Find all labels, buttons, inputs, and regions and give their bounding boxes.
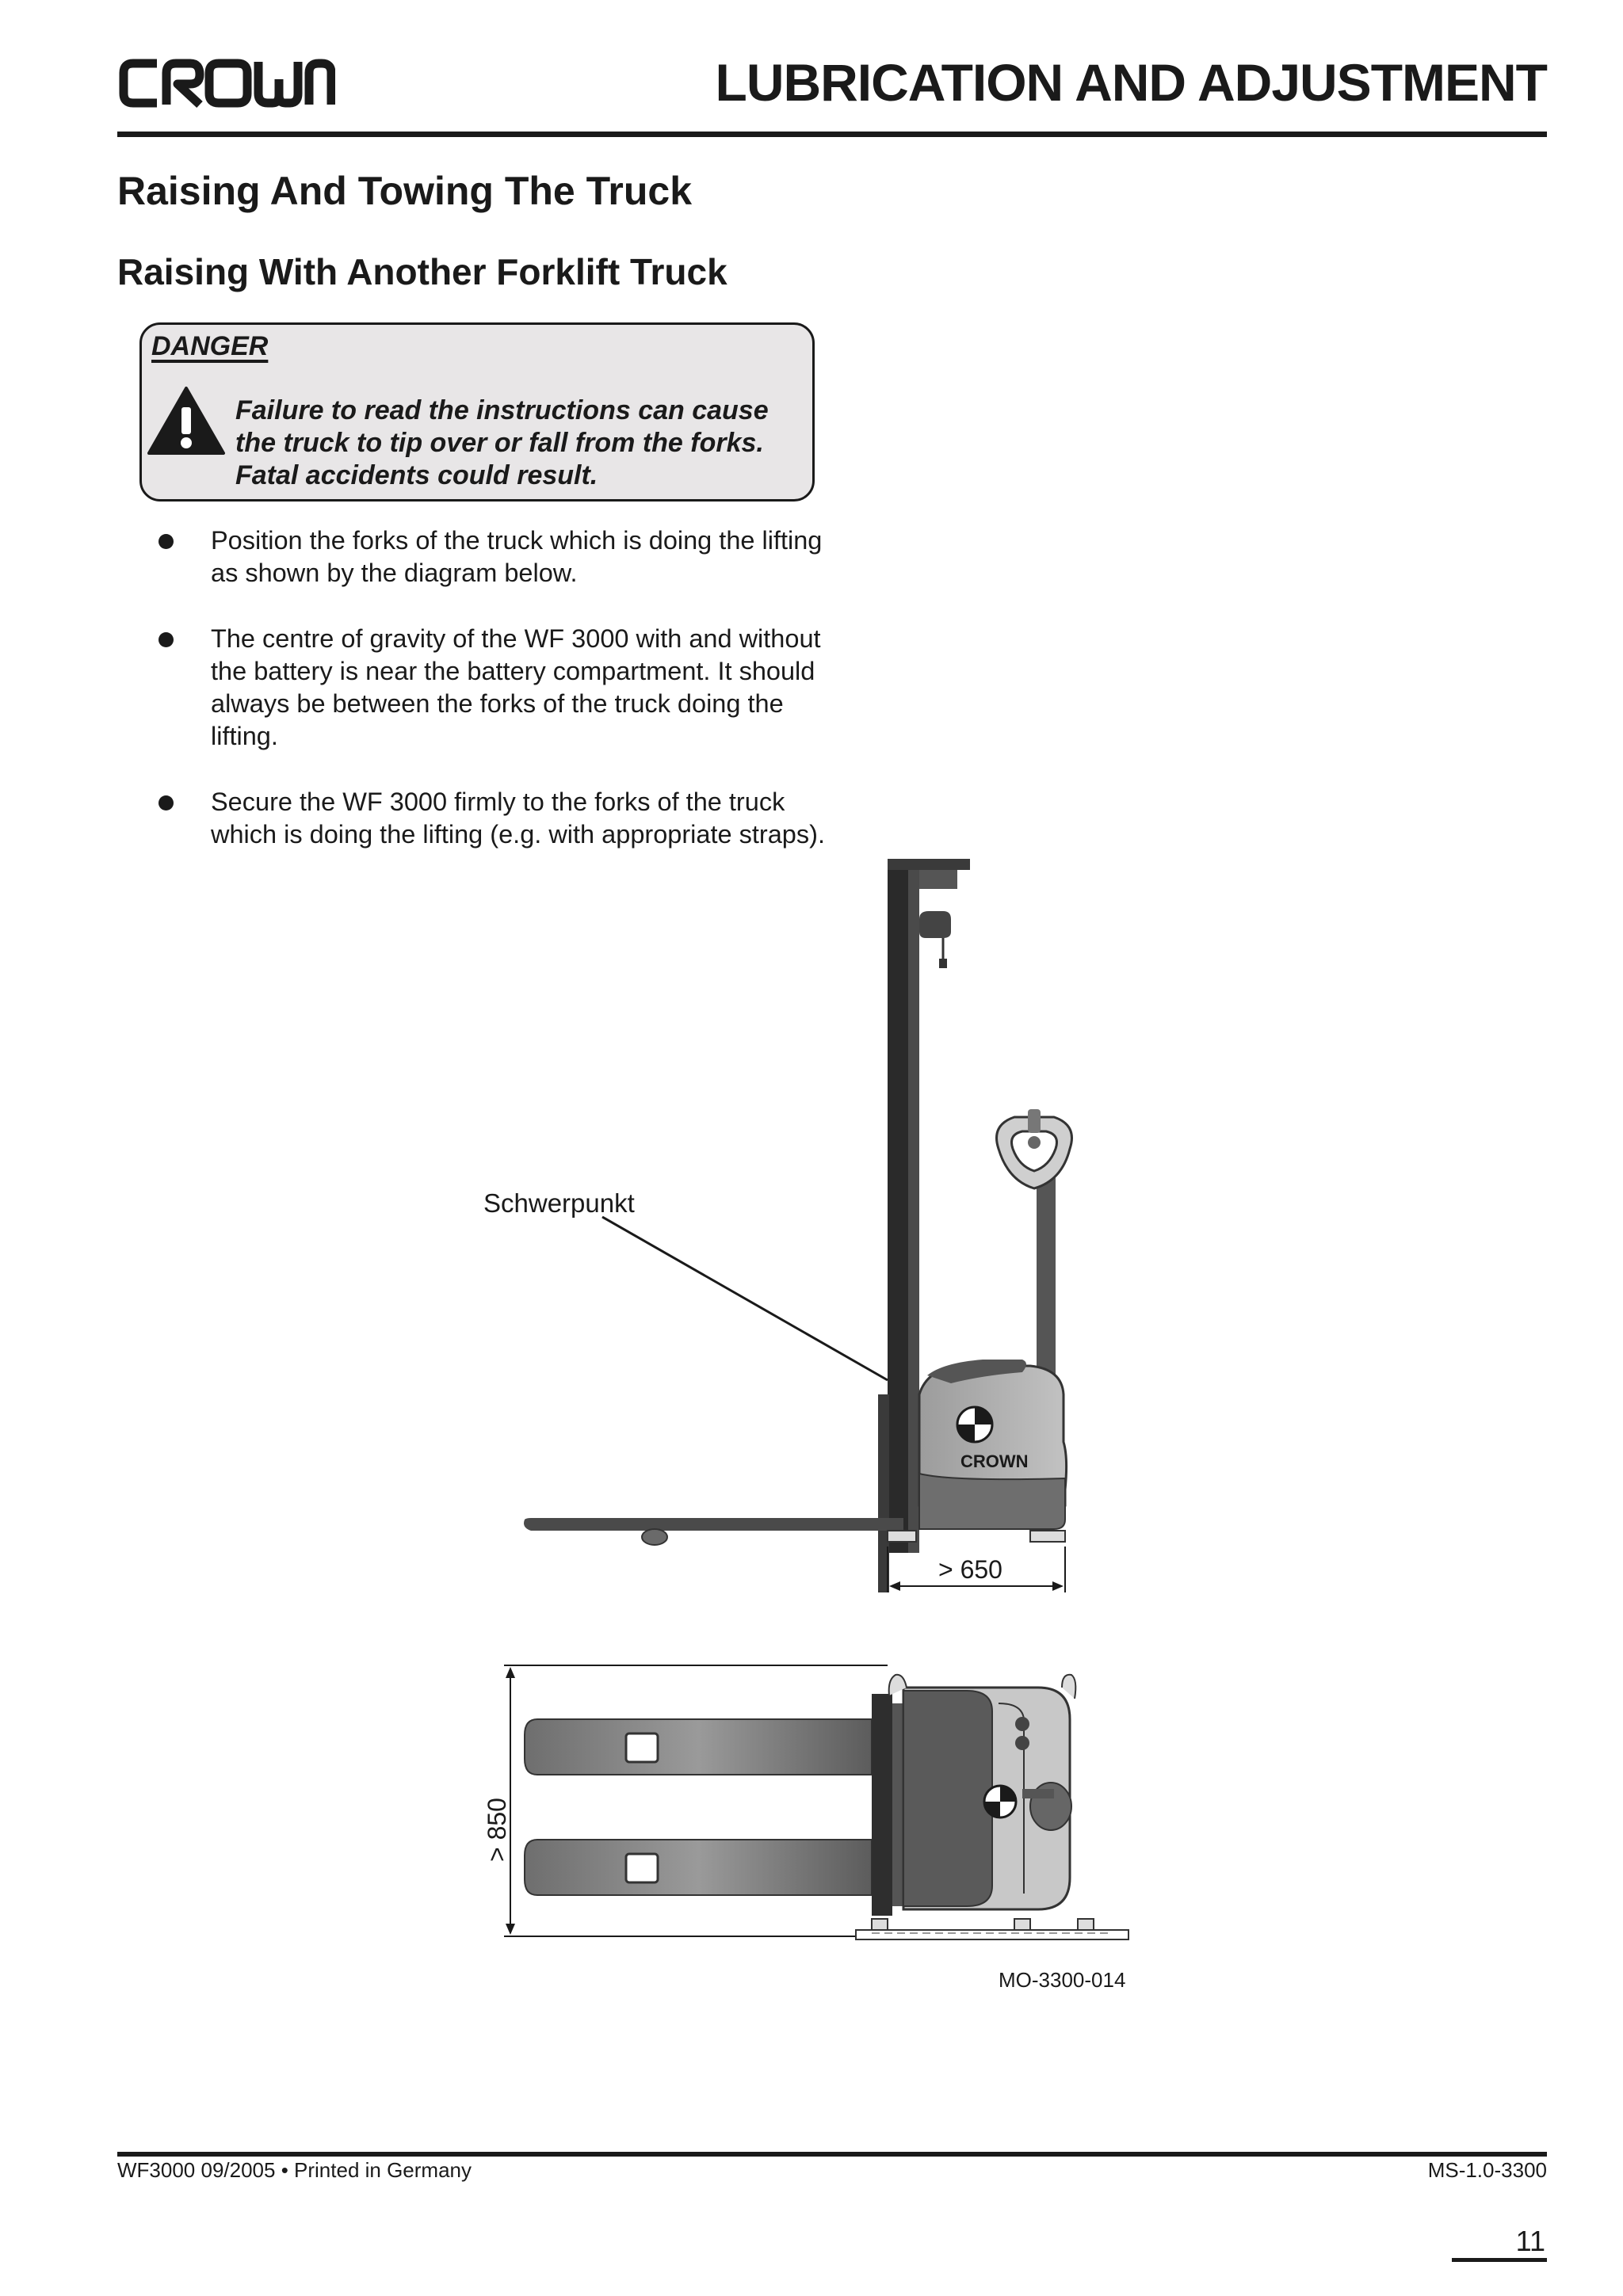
center-of-gravity-icon: [957, 1407, 992, 1442]
section-title: LUBRICATION AND ADJUSTMENT: [715, 53, 1547, 112]
footer-document-code: MS-1.0-3300: [1427, 2158, 1547, 2182]
danger-label: DANGER: [151, 331, 269, 361]
center-of-gravity-label: Schwerpunkt: [483, 1188, 635, 1218]
page-number-underline: [1452, 2258, 1547, 2262]
header-divider: [117, 132, 1547, 137]
side-view: [483, 859, 1072, 1592]
section-subtitle: Raising With Another Forklift Truck: [117, 251, 727, 292]
figure-id: MO-3300-014: [999, 1968, 1126, 1992]
instruction-list: [151, 524, 848, 884]
bullet-icon: [158, 632, 174, 647]
list-item: [151, 524, 848, 589]
top-dimension-label: > 850: [483, 1798, 511, 1862]
bullet-icon: [158, 795, 174, 810]
list-item: [151, 623, 848, 753]
top-view: [483, 1665, 1128, 1992]
danger-notice: [139, 322, 815, 502]
forklift-diagram: [475, 840, 1189, 2020]
center-of-gravity-icon: [984, 1786, 1016, 1817]
danger-message: Failure to read the instructions can cause the truck to tip over or fall from the forks. Fatal accidents could result.: [235, 395, 769, 490]
footer-document-info: WF3000 09/2005 • Printed in Germany: [117, 2158, 472, 2182]
list-item-text: Position the forks of the truck which is doing the lifting as shown by the diagram below.: [211, 526, 823, 587]
warning-triangle-icon: [147, 385, 226, 456]
bullet-icon: [158, 534, 174, 549]
list-item-text: Secure the WF 3000 firmly to the forks of the truck which is doing the lifting (e.g. with appropriate straps).: [211, 788, 825, 849]
page-title: Raising And Towing The Truck: [117, 169, 693, 213]
crown-logo: [117, 55, 335, 111]
list-item-text: The centre of gravity of the WF 3000 with and without the battery is near the battery compartment. It should always be between the forks of the truck doing the lifting.: [211, 624, 821, 750]
side-dimension-label: > 650: [938, 1555, 1002, 1584]
page-number: 11: [1515, 2225, 1545, 2257]
footer-divider: [117, 2152, 1547, 2157]
body-logo: CROWN: [960, 1451, 1029, 1471]
